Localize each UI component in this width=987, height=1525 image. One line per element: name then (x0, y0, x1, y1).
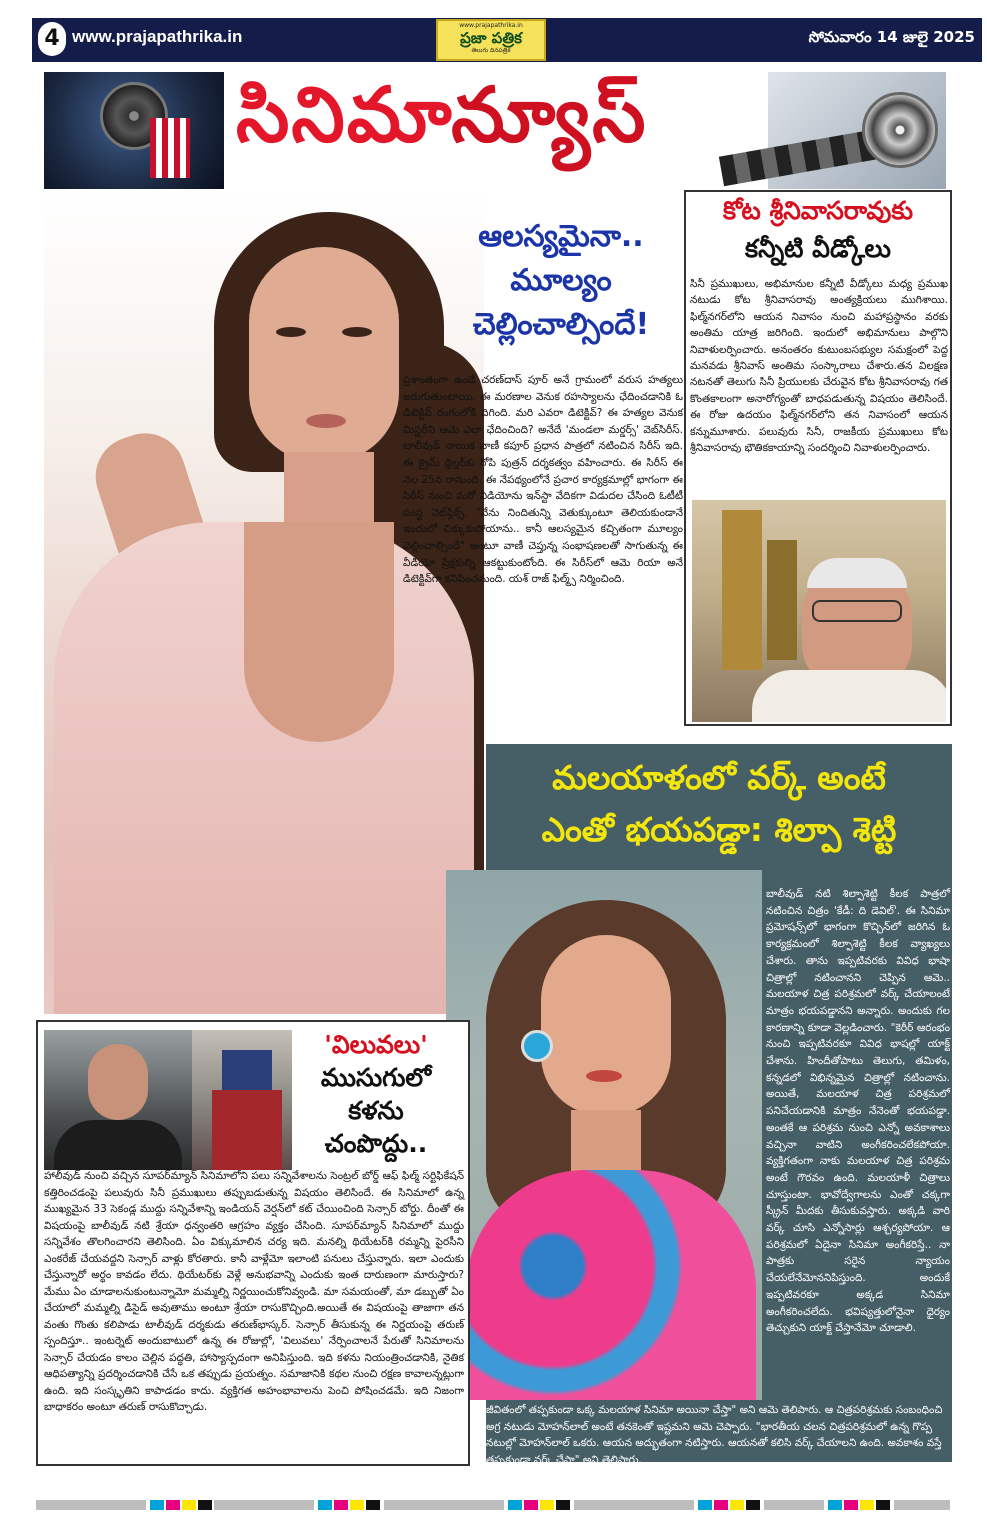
photo-face (88, 1044, 148, 1120)
print-color-bar (150, 1500, 164, 1510)
director-photo (44, 1030, 192, 1170)
photo-eye (342, 327, 372, 337)
print-color-bar (350, 1500, 364, 1510)
print-color-bar (698, 1500, 712, 1510)
shilpa-photo (446, 870, 762, 1400)
photo-face (541, 935, 671, 1115)
kota-photo (692, 500, 946, 722)
print-color-bar (574, 1500, 694, 1510)
shilpa-story-body: బాలీవుడ్ నటి శిల్పాశెట్టి కీలక పాత్రలో నటించిన చిత్రం 'కేడీ: ది డెవిల్'. ఈ సినిమా ప్రమోషన్స్‌లో భాగంగా కొచ్చిన్‌లో జరిగిన ఓ కార్యక్రమంలో శిల్పాశెట్టి కీలక వ్యాఖ్యలు చేశారు. తాను ఇప్పటివరకు వివిధ భాషా చిత్రాల్లో నటించానని చెప్పిన ఆమె.. మలయాళ చిత్ర పరిశ్రమలో వర్క్ చేయాలంటే మాత్రం భయపడ్డానని అన్నారు. అందుకు గల కారణాన్ని కూడా వెల్లడించారు. "కెరీర్ ఆరంభం నుంచి ఇప్పటివరకూ వివిధ భాషల్లో యాక్ట్ చేశాను. హిందీతోపాటు తెలుగు, తమిళం, కన్నడలో విభిన్నమైన చిత్రాల్లో నటించాను. అయితే, మలయాళ చిత్ర పరిశ్రమలో పనిచేయడానికి మాత్రం నేనెంతో భయపడ్డా. అంతకే ఆ పరిశ్రమ నుంచి ఎన్నో అవకాశాలు వచ్చినా వాటిని అంగీకరించలేకపోయా. వ్యక్తిగతంగా నాకు మలయాళ చిత్ర పరిశ్రమ అంటే గౌరవం ఉంది. మలయాళీ చిత్రాలు చూస్తుంటా. భావోద్వేగాలను ఎంతో చక్కగా స్క్రీన్ మీదకు తీసుకువస్తారు. అక్కడి వారి వర్క్ చూసి ఎన్నోసార్లు ఆశ్చర్యపోయా. ఆ పరిశ్రమలో ఏదైనా సినిమా అంగీకరిస్తే.. నా పాత్రకు సరైన న్యాయం చేయలేనేమోననిపిస్తుంది. అందుకే ఇప్పటివరకూ అక్కడ సినిమా అంగీకరించలేదు. భవిష్యత్తులోనైనా ధైర్యం తెచ్చుకుని యాక్ట్ చేస్తానేమో చూడాలి. (766, 888, 950, 1335)
print-color-bar (334, 1500, 348, 1510)
kota-headline-line1: కోట శ్రీనివాసరావుకు (722, 196, 914, 225)
print-color-bar (860, 1500, 874, 1510)
section-title-part1: సినిమా (236, 70, 452, 159)
photo-lips (306, 414, 346, 428)
photo-shirt (752, 670, 946, 722)
photo-lips (586, 1070, 622, 1082)
website-url[interactable]: www.prajapathrika.in (72, 27, 243, 46)
values-headline-line3: కళను (348, 1096, 404, 1125)
issue-date: సోమవారం 14 జులై 2025 (808, 28, 975, 46)
print-color-bar (894, 1500, 950, 1510)
print-color-bar (198, 1500, 212, 1510)
shilpa-headline (486, 752, 952, 856)
print-color-bar (764, 1500, 824, 1510)
award-trophy (722, 510, 762, 670)
values-headline-line4: చంపొద్దు.. (324, 1129, 428, 1158)
print-color-bar (730, 1500, 744, 1510)
logo-name: ప్రజా పత్రిక (460, 29, 522, 47)
print-color-bar (556, 1500, 570, 1510)
print-color-bar (746, 1500, 760, 1510)
actress-photo-main (44, 192, 484, 1014)
photo-eye (276, 327, 306, 337)
main-story-body: ప్రశాంతంగా ఉండే చరణ్‌దాస్ పూర్ అనే గ్రామంలో వరుస హత్యలు జరుగుతుంటాయి. ఈ మరణాల వెనుక రహస్యాలను ఛేదించడానికి ఓ డిటెక్టివ్ రంగంలోకి దిగింది. మరి ఎవరా డిటెక్టివ్? ఈ హత్యల వెనుక మిస్టరీని ఆమె ఎలా ఛేదించింది? అనేదే 'మండలా మర్డర్స్' వెబ్‌సిరీస్. బాలీవుడ్ నాయిక వాణీ కపూర్ ప్రధాన పాత్రలో నటించిన సిరీస్ ఇది. ఈ క్రైమ్ థ్రిల్లర్‌కు గోపి పుత్రన్ దర్శకత్వం వహించారు. ఈ సిరీస్ ఈ నెల 25న రానుంది. ఈ నేపథ్యంలోనే ప్రచార కార్యక్రమాల్లో భాగంగా ఈ సిరీస్ నుంచి మరో వీడియోను ఇన్‌స్టా వేదికగా విడుదల చేసింది ఓటీటీ సంస్థ నెట్‌ఫ్లిక్స్. "నేను నిందితున్ని వెతుక్కుంటూ తెలియకుండానే ఇందులో చిక్కుకుపోయాను.. కానీ ఆలస్యమైన కచ్చితంగా మూల్యం చెల్లించాల్సిందే" అంటూ వాణీ చెప్తున్న సంభాషణలతో సాగుతున్న ఈ వీడియో ప్రేక్షకుల్ని ఆకట్టుకుంటోంది. ఈ సిరీస్‌లో ఆమె రియా అనే డిటెక్టివ్‌గా కనిపించనుంది. యశ్ రాజ్ ఫిల్మ్స్ నిర్మించింది. (403, 374, 683, 586)
photo-hair (807, 558, 907, 588)
award-trophy (767, 540, 797, 660)
print-color-bar (508, 1500, 522, 1510)
print-color-bar (876, 1500, 890, 1510)
earring-icon (521, 1030, 553, 1062)
main-headline-line1: ఆలస్యమైనా.. (478, 219, 644, 254)
print-color-bar (524, 1500, 538, 1510)
print-color-bar (166, 1500, 180, 1510)
print-color-bar (844, 1500, 858, 1510)
print-color-bar (828, 1500, 842, 1510)
popcorn-icon (150, 118, 190, 178)
photo-cape (212, 1090, 282, 1170)
superman-still-photo (192, 1030, 292, 1170)
section-title-part2: న్యూస్ (451, 70, 648, 159)
newspaper-logo (436, 19, 546, 61)
section-title (236, 70, 647, 178)
shilpa-headline-line2: ఎంతో భయపడ్డా: శిల్పా శెట్టి (541, 810, 897, 849)
kota-headline-line2: కన్నీటి వీడ్కోలు (745, 234, 891, 263)
print-color-bar (318, 1500, 332, 1510)
kota-story-body: సినీ ప్రముఖులు, అభిమానుల కన్నీటి వీడ్కోలు మధ్య ప్రముఖ నటుడు కోట శ్రీనివాసరావు అంత్యక్రియలు ముగిశాయి. ఫిల్మ్‌నగర్‌లోని ఆయన నివాసం నుంచి మహాప్రస్థానం వరకు అంతిమ యాత్ర జరిగింది. ఇందులో అభిమానులు పాల్గొని నివాళులర్పించారు. అనంతరం కుటుంబసభ్యుల సమక్షంలో పెద్ద మనవడు శ్రీనివాస్ అంతిమ సంస్కారాలు చేశారు.తన విలక్షణ నటనతో తెలుగు సినీ ప్రియులకు చేరువైన కోట శ్రీనివాసరావు గత కొంతకాలంగా అనారోగ్యంతో బాధపడుతున్న విషయం తెలిసిందే. ఈ రోజు ఉదయం ఫిల్మ్‌నగర్‌లోని తన నివాసంలో ఆయన కన్నుమూశారు. పలువురు సినీ, రాజకీయ ప్రముఖులు కోట శ్రీనివాసరావు భౌతికకాయాన్ని సందర్శించి నివాళులర్పించారు. (690, 278, 948, 455)
photo-face (249, 247, 399, 462)
photo-saree (466, 1170, 756, 1400)
main-headline-line2: మూల్యం (510, 263, 612, 298)
print-color-bar (714, 1500, 728, 1510)
glasses-icon (812, 600, 902, 622)
print-color-bar (214, 1500, 314, 1510)
shilpa-story-tail: జీవితంలో తప్పకుండా ఒక్క మలయాళ సినిమా అయినా చేస్తా" అని ఆమె తెలిపారు. ఆ చిత్రపరిశ్రమకు సంబంధించి అగ్ర నటుడు మోహన్‌లాల్ అంటే తనకెంతో ఇష్టమని ఆమె చెప్పారు. "భారతీయ చలన చిత్రపరిశ్రమలో ఉన్న గొప్ప నటుల్లో మోహన్‌లాల్ ఒకరు. ఆయన అద్భుతంగా నటిస్తారు. ఆయనతో కలిసి వర్క్ చేయాలని ఉంది. అవకాశం వస్తే తప్పకుండా వర్క్ చేస్తా" అని తెలిపారు. (486, 1404, 943, 1466)
values-headline (296, 1028, 456, 1160)
print-color-bar (36, 1500, 146, 1510)
photo-suit (54, 1120, 182, 1170)
logo-url: www.prajapathrika.in (459, 22, 523, 29)
photo-chest (244, 522, 394, 742)
print-color-bar (182, 1500, 196, 1510)
main-headline-line3: చెల్లించాల్సిందే! (472, 307, 650, 342)
values-story-body: హాలీవుడ్ నుంచి వచ్చిన సూపర్‌మ్యాన్ సినిమాలోని పలు సన్నివేశాలను సెంట్రల్ బోర్డ్ ఆఫ్ ఫిల్మ్ సర్టిఫికేషన్ కత్తిరించడంపై పలువురు సినీ ప్రముఖులు తప్పుబడుతున్న విషయం తెలిసిందే. ఈ సినిమాలో ఉన్న ముఖ్యమైన 33 సెకండ్ల ముద్దు సన్నివేశాన్ని ఇండియన్ వెర్షన్‌లో కట్ చేయించింది సెన్సార్ బోర్డు. దీంతో ఈ విషయంపై బాలీవుడ్ నటి శ్రేయా ధన్వంతరి ఆగ్రహం వ్యక్తం చేసింది. సూపర్‌మ్యాన్ సినిమాలో ముద్దు సన్నివేశం తొలగించారని తెలిసింది. ఏం విక్కుమాలిన చర్య ఇది. మనల్ని థియేటర్‌కి రమ్మన్ని పైరసీని ఎంకరేజ్ చేయవద్దని సెన్సార్ వాళ్లు కోరతారు. కానీ వాళ్లేమో ఇలాంటి పనులు చేస్తున్నారు. ఇలా ఎందుకు చేస్తున్నారో అర్థం కావడం లేదు. థియేటర్‌కు వెళ్లే అనుభవాన్ని ఎందుకు ఇంత దారుణంగా మారుస్తారు? మేము ఏం చూడాలనుకుంటున్నామో మమ్మల్ని నిర్ణయించుకోనివ్వండి. మా సమయంతో, మా డబ్బుతో ఏం చేయాలో మమ్మల్ని డిసైడ్ అవుతాము అంటూ శ్రేయా రాసుకొచ్చింది.అయితే ఈ విషయంపై తాజాగా తన వంతు గొంతు కలిపాడు టాలీవుడ్ దర్శకుడు తరుణ్‌భాస్కర్. సెన్సార్ తీసుకున్న ఈ నిర్ణయంపై తరుణ్ స్పందిస్తూ.. ఇంటర్నెట్ అందుబాటులో ఉన్న ఈ రోజుల్లో, 'విలువలు' నేర్పించాలనే పేరుతో సినిమాలను సెన్సార్ చేయడం కాలం చెల్లిన పద్ధతి, హాస్యాస్పదంగా అనిపిస్తుంది. ఇది కళను నియంత్రించడానికి, నైతిక ఆధిపత్యాన్ని ప్రదర్శించడానికి చేసే ఒక తప్పుడు ప్రయత్నం. సమాజానికి కథల నుంచి రక్షణ కావాలన్నట్లుగా ఉంది. ఇది సంస్కృతిని కాపాడడం కాదు. వ్యక్తిగత అహంభావాలను పెంచి పోషించడమే. ఇది నిజంగా బాధాకరం అంటూ తరుణ్ రాసుకొచ్చాడు. (44, 1170, 464, 1413)
page-number: 4 (38, 22, 66, 56)
print-color-bar (366, 1500, 380, 1510)
logo-tagline: తెలుగు దినపత్రిక (471, 47, 511, 54)
print-color-bar (384, 1500, 504, 1510)
film-reel-icon (862, 92, 938, 168)
main-story-headline (446, 215, 676, 347)
print-color-bar (540, 1500, 554, 1510)
values-headline-line2: ముసుగులో (320, 1063, 432, 1092)
values-headline-quote: 'విలువలు' (324, 1030, 428, 1059)
shilpa-headline-line1: మలయాళంలో వర్క్ అంటే (552, 758, 886, 797)
